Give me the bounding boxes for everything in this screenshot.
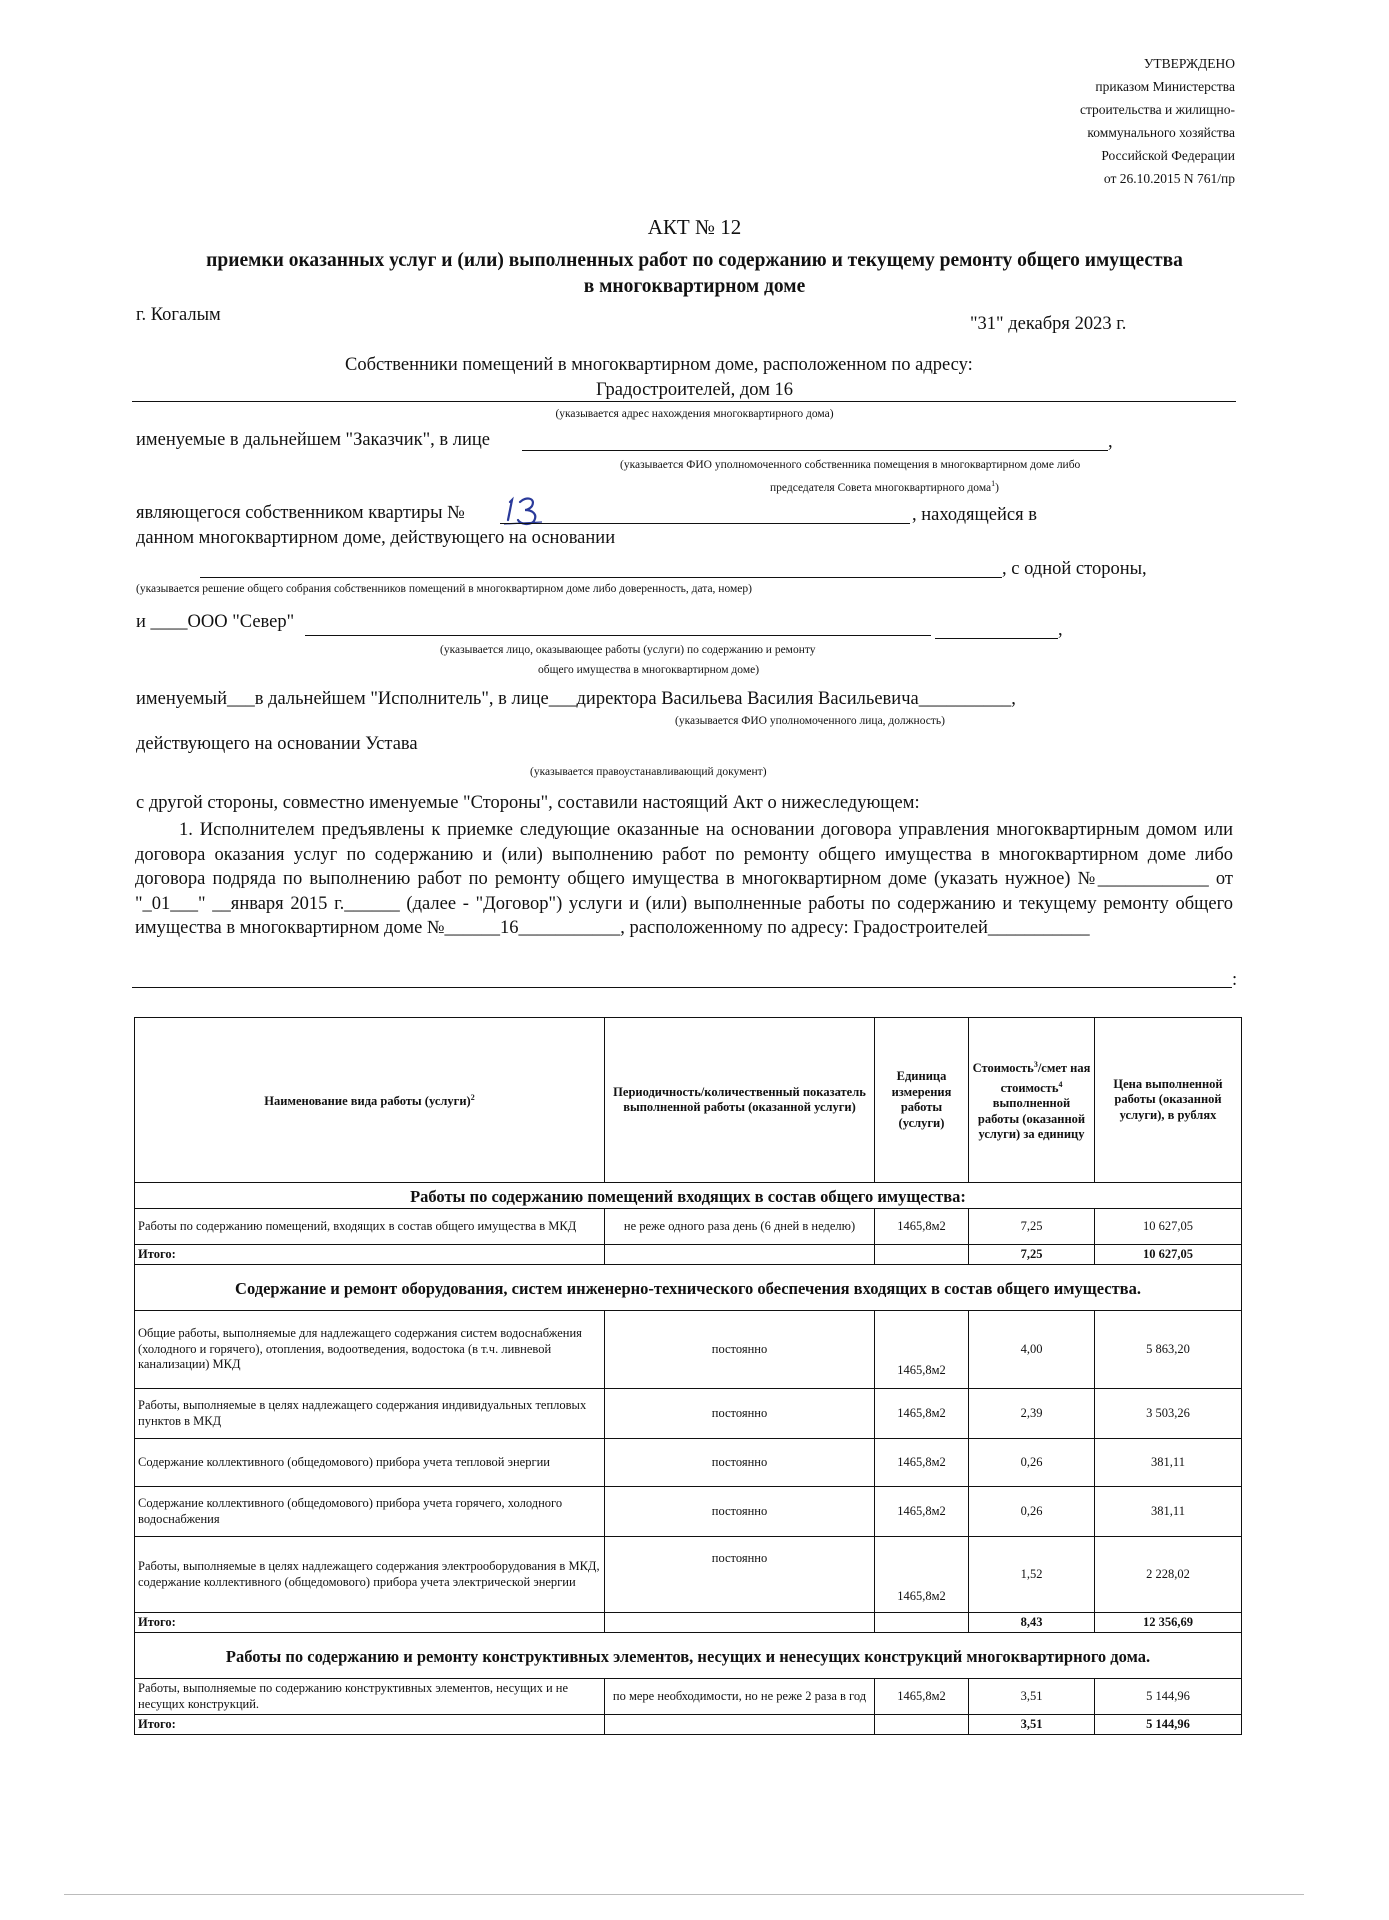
contractor-note: (указывается лицо, оказывающее работы (услуги) по содержанию и ремонту bbox=[440, 644, 816, 656]
customer-note: (указывается ФИО уполномоченного собственника помещения в многоквартирном доме либо bbox=[620, 459, 1081, 471]
work-periodicity: постоянно bbox=[605, 1487, 875, 1537]
empty-cell bbox=[605, 1715, 875, 1735]
table-row bbox=[135, 1209, 1242, 1245]
total-label: Итого: bbox=[135, 1245, 605, 1265]
work-price: 381,11 bbox=[1095, 1439, 1242, 1487]
section-title: Работы по содержанию и ремонту конструктивных элементов, несущих и ненесущих конструкций многоквартирного дома. bbox=[135, 1633, 1242, 1679]
empty-cell bbox=[875, 1613, 969, 1633]
total-row bbox=[135, 1613, 1242, 1633]
work-name: Работы, выполняемые в целях надлежащего содержания индивидуальных тепловых пунктов в МКД bbox=[135, 1389, 605, 1439]
work-name: Работы по содержанию помещений, входящих в состав общего имущества в МКД bbox=[135, 1209, 605, 1245]
approval-stamp-block bbox=[1080, 52, 1235, 190]
customer-note: председателя Совета многоквартирного дома$^1$) bbox=[770, 479, 999, 494]
underline bbox=[500, 523, 910, 524]
underline bbox=[305, 635, 931, 636]
city: г. Когалым bbox=[136, 305, 221, 325]
work-price: 5 863,20 bbox=[1095, 1311, 1242, 1389]
act-date: "31" декабря 2023 г. bbox=[970, 314, 1127, 334]
act-title-line: приемки оказанных услуг и (или) выполненных работ по содержанию и текущему ремонту общего имущества bbox=[206, 250, 1183, 271]
work-periodicity: постоянно bbox=[605, 1389, 875, 1439]
total-row bbox=[135, 1245, 1242, 1265]
work-price: 10 627,05 bbox=[1095, 1209, 1242, 1245]
empty-cell bbox=[605, 1613, 875, 1633]
work-periodicity: по мере необходимости, но не реже 2 раза в год bbox=[605, 1679, 875, 1715]
work-periodicity: постоянно bbox=[605, 1311, 875, 1389]
work-name: Общие работы, выполняемые для надлежащего содержания систем водоснабжения (холодного и горячего), отопления, водоотведения, водостока (в т.ч. ливневой канализации) МКД bbox=[135, 1311, 605, 1389]
work-cost: 3,51 bbox=[969, 1679, 1095, 1715]
act-title-line: в многоквартирном доме bbox=[583, 276, 806, 297]
total-cost: 7,25 bbox=[969, 1245, 1095, 1265]
empty-cell bbox=[875, 1245, 969, 1265]
underline bbox=[132, 401, 1236, 402]
empty-cell bbox=[605, 1245, 875, 1265]
page-edge-line bbox=[64, 1894, 1304, 1895]
work-unit: 1465,8м2 bbox=[875, 1209, 969, 1245]
section-row bbox=[135, 1183, 1242, 1209]
building-address: Градостроителей, дом 16 bbox=[595, 380, 794, 400]
work-unit: 1465,8м2 bbox=[875, 1679, 969, 1715]
section-title: Содержание и ремонт оборудования, систем инженерно-технического обеспечения входящих в состав общего имущества. bbox=[135, 1265, 1242, 1311]
customer-line: именуемые в дальнейшем "Заказчик", в лице bbox=[136, 430, 491, 450]
approval-line: строительства и жилищно- bbox=[1080, 102, 1235, 117]
header-unit: Единица измерения работы (услуги) bbox=[875, 1018, 969, 1183]
work-cost: 2,39 bbox=[969, 1389, 1095, 1439]
work-unit: 1465,8м2 bbox=[875, 1311, 969, 1389]
owners-line: Собственники помещений в многоквартирном доме, расположенном по адресу: bbox=[345, 355, 973, 375]
executor-note: (указывается ФИО уполномоченного лица, должность) bbox=[675, 715, 945, 727]
work-cost: 1,52 bbox=[969, 1537, 1095, 1613]
work-name: Содержание коллективного (общедомового) прибора учета горячего, холодного водоснабжения bbox=[135, 1487, 605, 1537]
acting-line: действующего на основании Устава bbox=[136, 734, 418, 754]
approval-line: Российской Федерации bbox=[1101, 148, 1235, 163]
table-row bbox=[135, 1679, 1242, 1715]
acting-note: (указывается правоустанавливающий документ) bbox=[530, 766, 767, 778]
work-unit: 1465,8м2 bbox=[875, 1487, 969, 1537]
work-name: Работы, выполняемые в целях надлежащего содержания электрооборудования в МКД, содержание коллективного (общедомового) прибора учета электрической энергии bbox=[135, 1537, 605, 1613]
header-cost: Стоимость$^3$/смет ная стоимость$^4$ выполненной работы (оказанной услуги) за единицу bbox=[969, 1018, 1095, 1183]
work-price: 5 144,96 bbox=[1095, 1679, 1242, 1715]
table-row bbox=[135, 1389, 1242, 1439]
total-cost: 8,43 bbox=[969, 1613, 1095, 1633]
owner-apartment-line: являющегося собственником квартиры № bbox=[136, 503, 465, 523]
contractor-line: и ____ООО "Север" bbox=[136, 612, 295, 632]
work-periodicity: постоянно bbox=[605, 1537, 875, 1613]
address-note: (указывается адрес нахождения многоквартирного дома) bbox=[555, 408, 834, 420]
total-price: 12 356,69 bbox=[1095, 1613, 1242, 1633]
work-unit: 1465,8м2 bbox=[875, 1537, 969, 1613]
table-row bbox=[135, 1537, 1242, 1613]
handwritten-apartment-number bbox=[500, 494, 544, 526]
work-cost: 0,26 bbox=[969, 1439, 1095, 1487]
total-label: Итого: bbox=[135, 1613, 605, 1633]
table-row bbox=[135, 1311, 1242, 1389]
comma: , bbox=[1108, 432, 1113, 452]
approval-line: коммунального хозяйства bbox=[1087, 125, 1235, 140]
underline bbox=[200, 577, 1002, 578]
work-name: Содержание коллективного (общедомового) прибора учета тепловой энергии bbox=[135, 1439, 605, 1487]
work-cost: 0,26 bbox=[969, 1487, 1095, 1537]
section-row bbox=[135, 1265, 1242, 1311]
total-row bbox=[135, 1715, 1242, 1735]
comma: , bbox=[1058, 620, 1063, 640]
work-price: 3 503,26 bbox=[1095, 1389, 1242, 1439]
owner-apartment-line-end: , находящейся в bbox=[912, 505, 1037, 525]
table-header-row bbox=[135, 1018, 1242, 1183]
colon: : bbox=[1232, 970, 1238, 990]
section-row bbox=[135, 1633, 1242, 1679]
total-label: Итого: bbox=[135, 1715, 605, 1735]
work-cost: 7,25 bbox=[969, 1209, 1095, 1245]
basis-line: данном многоквартирном доме, действующего на основании bbox=[136, 528, 616, 548]
contractor-note: общего имущества в многоквартирном доме) bbox=[538, 664, 760, 676]
parties-line: с другой стороны, совместно именуемые "Стороны", составили настоящий Акт о нижеследующем: bbox=[136, 793, 920, 813]
empty-cell bbox=[875, 1715, 969, 1735]
work-unit: 1465,8м2 bbox=[875, 1439, 969, 1487]
work-periodicity: постоянно bbox=[605, 1439, 875, 1487]
total-price: 10 627,05 bbox=[1095, 1245, 1242, 1265]
work-periodicity: не реже одного раза день (6 дней в неделю) bbox=[605, 1209, 875, 1245]
work-price: 2 228,02 bbox=[1095, 1537, 1242, 1613]
total-cost: 3,51 bbox=[969, 1715, 1095, 1735]
table-row bbox=[135, 1487, 1242, 1537]
paragraph-1: 1. Исполнителем предъявлены к приемке следующие оказанные на основании договора управления многоквартирным домом или договора оказания услуг по содержанию и (или) выполнению работ по ремонту общего имущества в многоквартирном доме либо договора подряда по выполнению работ по ремонту общего имущества в многоквартирном доме (указать нужное) №____________ от "_01___" __января 2015 г.______ (далее - "Договор") услуги и (или) выполненные работы по содержанию и текущему ремонту общего имущества в многоквартирном доме №______16___________, расположенному по адресу: Градостроителей___________ bbox=[135, 820, 1233, 938]
header-price: Цена выполненной работы (оказанной услуги), в рублях bbox=[1095, 1018, 1242, 1183]
approval-line: УТВЕРЖДЕНО bbox=[1143, 56, 1235, 71]
work-price: 381,11 bbox=[1095, 1487, 1242, 1537]
total-price: 5 144,96 bbox=[1095, 1715, 1242, 1735]
work-cost: 4,00 bbox=[969, 1311, 1095, 1389]
approval-line: приказом Министерства bbox=[1095, 79, 1235, 94]
header-name: Наименование вида работы (услуги)$^2$ bbox=[135, 1018, 605, 1183]
table-row bbox=[135, 1439, 1242, 1487]
work-unit: 1465,8м2 bbox=[875, 1389, 969, 1439]
section-title: Работы по содержанию помещений входящих в состав общего имущества: bbox=[135, 1183, 1242, 1209]
underline bbox=[132, 987, 1232, 988]
header-periodicity: Периодичность/количественный показатель выполненной работы (оказанной услуги) bbox=[605, 1018, 875, 1183]
basis-note: (указывается решение общего собрания собственников помещений в многоквартирном доме либо доверенность, дата, номер) bbox=[136, 583, 752, 595]
approval-line: от 26.10.2015 N 761/пр bbox=[1103, 171, 1235, 186]
underline bbox=[522, 450, 1108, 451]
works-table bbox=[134, 1017, 1242, 1735]
one-side: , с одной стороны, bbox=[1002, 559, 1147, 579]
work-name: Работы, выполняемые по содержанию конструктивных элементов, несущих и не несущих конструкций. bbox=[135, 1679, 605, 1715]
underline bbox=[935, 638, 1058, 639]
act-number-title: АКТ № 12 bbox=[647, 215, 742, 239]
executor-line: именуемый___в дальнейшем "Исполнитель", в лице___директора Васильева Василия Васильевича__________, bbox=[136, 689, 1016, 709]
